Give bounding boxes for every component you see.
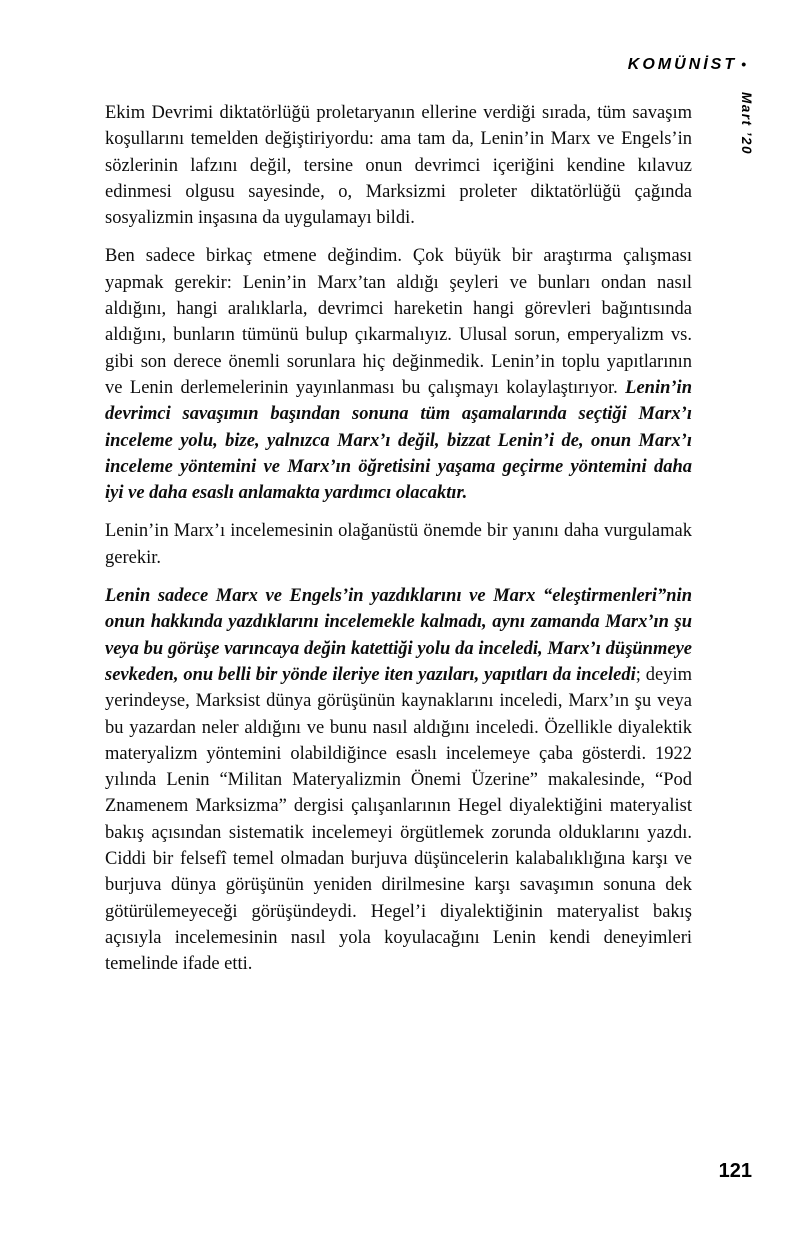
issue-label: Mart ’20: [739, 92, 754, 156]
text-run: Lenin’in Marx’ı incelemesinin olağanüstü önemde bir yanını daha vurgulamak gerekir.: [105, 521, 692, 568]
page-header: [628, 56, 746, 74]
bullet-icon: •: [741, 56, 746, 72]
journal-title: KOMÜNİST: [627, 56, 738, 73]
paragraph: [105, 518, 692, 571]
paragraph: [105, 583, 692, 977]
paragraph: [105, 100, 692, 231]
text-run: Lenin sadece Marx ve Engels’in yazdıklarını ve Marx “eleştirmenleri”nin onun hakkında yazdıklarını incelemekle kalmadı, aynı zamanda Marx’ın şu veya bu görüşe varıncaya değin katettiği yolu da inceledi, Marx’ı düşünmeye sevkeden, onu belli bir yönde ileriye iten yazıları, yapıtları da inceledi: [105, 586, 692, 685]
text-run: Ekim Devrimi diktatörlüğü proletaryanın ellerine verdiği sırada, tüm savaşım koşullarını temelden değiştiriyordu: ama tam da, Lenin’in Marx ve Engels’in sözlerinin lafzını değil, tersine onun devrimci içeriğini kendine kılavuz edinmesi olgusu sayesinde, o, Marksizmi proleter diktatörlüğü çağında sosyalizmin inşasına da uygulamayı bildi.: [105, 103, 692, 229]
text-run: Ben sadece birkaç etmene değindim. Çok büyük bir araştırma çalışması yapmak gerekir: Lenin’in Marx’tan aldığı şeyleri ve bunları ondan nasıl aldığını, hangi aralıklarla, devrimci hareketin hangi görevleri bağıntısında aldığını, bunların tümünü bulup çıkarmalıyız. Ulusal sorun, emperyalizm vs. gibi son derece önemli sorunlara hiç değinmedik. Lenin’in toplu yapıtlarının ve Lenin derlemelerinin yayınlanması bu çalışmayı kolaylaştırıyor.: [105, 246, 692, 398]
page-number: 121: [718, 1160, 752, 1182]
body-text: [105, 100, 692, 990]
text-run: Lenin’in devrimci savaşımın başından sonuna tüm aşamalarında seçtiği Marx’ı inceleme yolu, bize, yalnızca Marx’ı değil, bizzat Lenin’i de, onun Marx’ı inceleme yöntemini ve Marx’ın öğretisini yaşama geçirme yöntemini daha iyi ve daha esaslı anlamakta yardımcı olacaktır.: [105, 377, 692, 504]
text-run: ; deyim yerindeyse, Marksist dünya görüşünün kaynaklarını inceledi, Marx’ın şu veya bu yazardan neler aldığını ve bunu nasıl aldığını inceledi. Özellikle diyalektik materyalizm yöntemini olabildiğince esaslı incelemeye çaba gösterdi. 1922 yılında Lenin “Militan Materyalizmin Önemi Üzerine” makalesinde, “Pod Znamenem Marksizma” dergisi çalışanlarının Hegel diyalektiğini materyalist bakış açısından sistematik incelemeyi örgütlemek zorunda olduklarını yazdı. Ciddi bir felsefî temel olmadan burjuva düşüncelerin kalabalıklığına karşı ve burjuva dünya görüşünün yeniden dirilmesine karşı savaşımın sonuna dek götürülemeyeceği görüşündeydi. Hegel’i diyalektiğinin materyalist bakış açısıyla incelemesinin nasıl yola koyulacağını Lenin kendi deneyimleri temelinde ifade etti.: [105, 664, 692, 975]
paragraph: [105, 243, 692, 506]
